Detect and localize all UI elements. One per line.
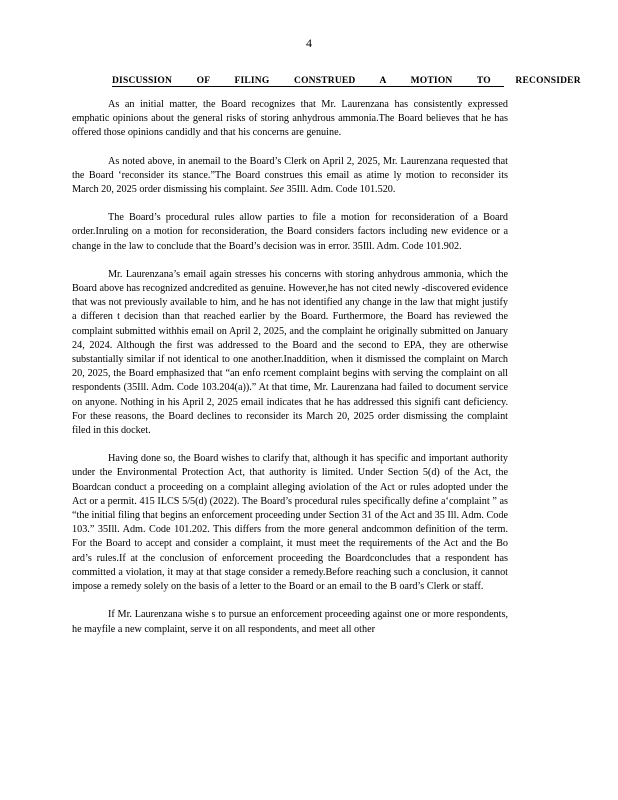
paragraph-new-complaint: If Mr. Laurenzana wishe s to pursue an enforcement proceeding against one or more respondents, he mayfile a new complaint, serve it on all respondents, and meet all other — [72, 609, 508, 635]
paragraph-board-decision: Mr. Laurenzana’s email again stresses his concerns with storing anhydrous ammonia, which the Board above has recognized andcredited as genuine. However,he has not cited newly -discovered evidence that was not previously available to him, and he has not identified any change in the law that might justify a differen t decision than that reached earlier by the Board. Furthermore, the Board has reviewed the complaint submitted withhis email on April 2, 2025, and the complaint he originally submitted on January 24, 2024. Although the first was addressed to the Board and the second to EPA, they are otherwise substantially similar if not identical to one another.Inaddition, when it dismissed the complaint on March 20, 2025, the Board emphasized that “an enfo rcement complaint begins with serving the complaint on all respondents (35Ill. Adm. Code 103.204(a)).” At that time, Mr. Laurenzana had failed to document service on anyone. Nothing in his April 2, 2025 email indicates that he has addressed this signifi cant deficiency. For these reasons, the Board declines to reconsider its March 20, 2025 order dismissing the complaint filed in this docket. — [72, 268, 508, 437]
paragraph-email-citation: 35Ill. Adm. Code 101.520. — [283, 184, 396, 196]
paragraph-email-text: As noted above, in anemail to the Board’s Clerk on April 2, 2025, Mr. Laurenzana requested that the Board ‘reconsider its stance.”The Board construes this email as atime ly motion to reconsider its March 20, 2025 order dismissing his complaint. — [72, 155, 508, 196]
page-number: 4 — [306, 36, 312, 50]
citation-signal-see: See — [269, 184, 284, 196]
paragraph-initial-matter: As an initial matter, the Board recognizes that Mr. Laurenzana has consistently expressed emphatic opinions about the general risks of storing anhydrous ammonia.The Board believes that he has offered those opinions candidly and that his concerns are genuine. — [72, 99, 508, 139]
paragraph-board-authority: Having done so, the Board wishes to clarify that, although it has specific and important authority under the Environmental Protection Act, that authority is limited. Under Section 5(d) of the Act, the Boardcan conduct a proceeding on a complaint alleging aviolation of the Act or rules adopted under the Act or a permit. 415 ILCS 5/5(d) (2022). The Board’s procedural rules specifically define a‘complaint ” as “the initial filing that begins an enforcement proceeding under Section 31 of the Act and 35 Ill. Adm. Code 103.” 35Ill. Adm. Code 101.202. This differs from the more general andcommon definition of the term. For the Board to accept and consider a complaint, it must meet the requirements of the Act and the Bo ard’s rules.If at the conclusion of enforcement proceeding the Boardconcludes that a respondent has committed a violation, it may at that stage consider a remedy.Before reaching such a conclusion, it cannot impose a remedy solely on the basis of a letter to the Board or an email to the B oard’s Clerk or staff. — [72, 453, 508, 593]
document-body — [72, 98, 508, 651]
paragraph-email-reconsider — [72, 155, 508, 198]
heading-underline — [112, 86, 504, 87]
paragraph-procedural-rules: The Board’s procedural rules allow parties to file a motion for reconsideration of a Board order.Inruling on a motion for reconsideration, the Board considers factors including new evidence or a change in the law to conclude that the Board’s decision was in error. 35Ill. Adm. Code 101.902. — [72, 212, 508, 252]
section-heading: DISCUSSION OF FILING CONSTRUED A MOTION TO RECONSIDER — [112, 76, 581, 86]
